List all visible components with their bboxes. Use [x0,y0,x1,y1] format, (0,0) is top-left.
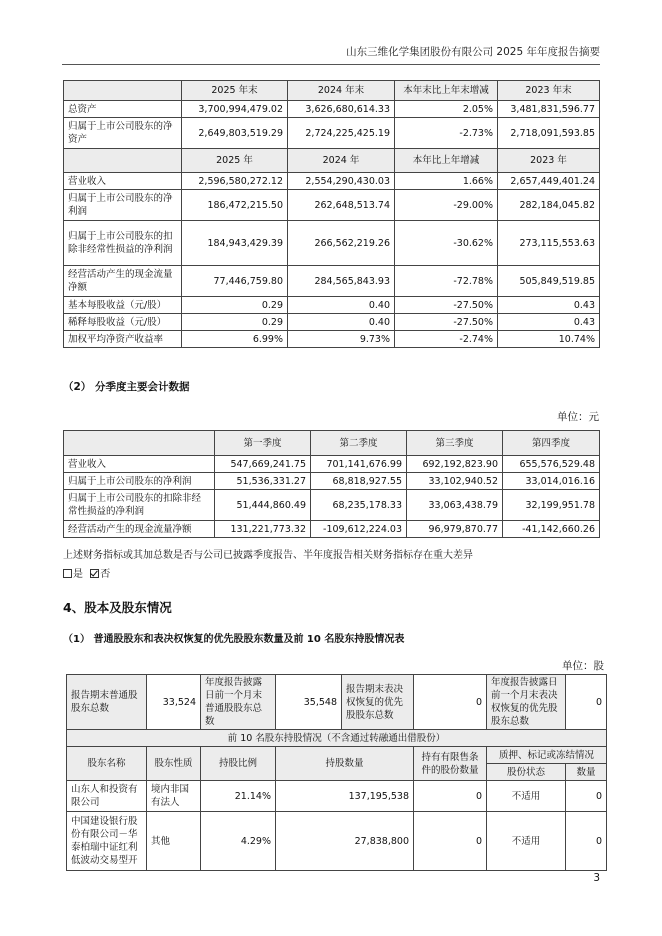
header-cell: 本年比上年增减 [395,149,498,173]
table-header-row [64,81,600,101]
header-cell: 股东名称 [67,747,147,781]
header-cell [64,431,215,456]
cell-value: 547,669,241.75 [215,456,311,473]
cell-value: 10.74% [498,331,600,348]
summary-label: 报告期末表决权恢复的优先股股东总数 [342,675,414,730]
table-row [64,521,600,538]
cell-value: 692,192,823.90 [407,456,503,473]
cell-value: 1.66% [395,173,498,190]
row-label: 归属于上市公司股东的净利润 [64,190,182,221]
row-label: 归属于上市公司股东的扣除非经常性损益的净利润 [64,221,182,266]
header-divider [62,64,600,65]
section-quarterly-title: （2） 分季度主要会计数据 [63,381,190,393]
row-label: 归属于上市公司股东的净资产 [64,118,182,149]
table-row [64,490,600,521]
row-label: 基本每股收益（元/股） [64,297,182,314]
unit-label: 单位：元 [557,411,599,423]
shareholder-nature: 其他 [147,812,201,871]
row-label: 经营活动产生的现金流量净额 [64,266,182,297]
pledge-qty: 0 [566,781,607,812]
header-cell: 本年末比上年末增减 [395,81,498,101]
cell-value: -72.78% [395,266,498,297]
cell-value: 262,648,513.74 [288,190,395,221]
header-cell: 2025 年 [182,149,288,173]
row-label: 营业收入 [64,456,215,473]
pledge-status: 不适用 [487,781,566,812]
cell-value: 2.05% [395,101,498,118]
row-label: 归属于上市公司股东的净利润 [64,473,215,490]
cell-value: 6.99% [182,331,288,348]
table-row [64,118,600,149]
summary-label: 年度报告披露日前一个月末表决权恢复的优先股股东总数 [487,675,566,730]
shareholder-name: 山东人和投资有限公司 [67,781,147,812]
header-cell: 持股比例 [201,747,276,781]
cell-value: 33,063,438.79 [407,490,503,521]
header-cell: 第三季度 [407,431,503,456]
header-cell: 第四季度 [503,431,600,456]
page-number: 3 [593,872,600,884]
table-row [64,473,600,490]
cell-value: -2.74% [395,331,498,348]
header-cell: 数量 [566,764,607,781]
cell-value: 68,818,927.55 [311,473,407,490]
cell-value: 3,626,680,614.33 [288,101,395,118]
table-row [64,101,600,118]
option-no-label: 否 [100,569,111,580]
header-cell: 2024 年末 [288,81,395,101]
header-cell: 股东性质 [147,747,201,781]
table-row [64,266,600,297]
option-yes-label: 是 [73,569,83,580]
shareholder-qty: 27,838,800 [276,812,414,871]
header-cell: 持股数量 [276,747,414,781]
shareholder-ratio: 4.29% [201,812,276,871]
cell-value: 2,554,290,430.03 [288,173,395,190]
cell-value: 2,724,225,425.19 [288,118,395,149]
cell-value: 273,115,553.63 [498,221,600,266]
shareholder-nature: 境内非国有法人 [147,781,201,812]
table-row [64,221,600,266]
header-cell: 第二季度 [311,431,407,456]
header-cell: 股份状态 [487,764,566,781]
cell-value: -41,142,660.26 [503,521,600,538]
summary-value: 0 [566,675,607,730]
header-cell: 第一季度 [215,431,311,456]
shareholder-restricted: 0 [414,781,487,812]
cell-value: 68,235,178.33 [311,490,407,521]
shareholder-ratio: 21.14% [201,781,276,812]
section-shareholders-title: （1） 普通股股东和表决权恢复的优先股股东数量及前 10 名股东持股情况表 [63,634,405,645]
cell-value: -2.73% [395,118,498,149]
table-row [67,812,607,871]
summary-label: 报告期末普通股股东总数 [67,675,147,730]
row-label: 营业收入 [64,173,182,190]
table-header-row [64,149,600,173]
row-label: 稀释每股收益（元/股） [64,314,182,331]
table-row [64,190,600,221]
top10-title: 前 10 名股东持股情况（不含通过转融通出借股份） [67,730,607,747]
cell-value: 51,444,860.49 [215,490,311,521]
top10-title-row [67,730,607,747]
cell-value: 0.29 [182,297,288,314]
cell-value: 9.73% [288,331,395,348]
header-cell: 2024 年 [288,149,395,173]
cell-value: 131,221,773.32 [215,521,311,538]
row-label: 归属于上市公司股东的扣除非经常性损益的净利润 [64,490,215,521]
cell-value: -109,612,224.03 [311,521,407,538]
table-row [64,314,600,331]
discrepancy-options [63,565,110,580]
header-cell: 2023 年末 [498,81,600,101]
header-cell: 质押、标记或冻结情况 [487,747,607,764]
cell-value: 186,472,215.50 [182,190,288,221]
cell-value: 505,849,519.85 [498,266,600,297]
cell-value: 2,649,803,519.29 [182,118,288,149]
table-row [64,331,600,348]
cell-value: 3,700,994,479.02 [182,101,288,118]
row-label: 经营活动产生的现金流量净额 [64,521,215,538]
cell-value: 2,657,449,401.24 [498,173,600,190]
checkbox-yes[interactable] [63,569,72,578]
cell-value: 655,576,529.48 [503,456,600,473]
cell-value: 32,199,951.78 [503,490,600,521]
cell-value: 184,943,429.39 [182,221,288,266]
table-row [64,297,600,314]
cell-value: 96,979,870.77 [407,521,503,538]
unit-label: 单位：股 [562,660,604,672]
header-cell: 2025 年末 [182,81,288,101]
cell-value: 0.40 [288,314,395,331]
shareholder-name: 中国建设银行股份有限公司－华泰柏瑞中证红利低波动交易型开 [67,812,147,871]
quarterly-data-table [63,430,600,538]
header-cell [64,149,182,173]
table-header-row [67,747,607,764]
cell-value: 3,481,831,596.77 [498,101,600,118]
shareholder-summary-row [67,675,607,730]
shareholder-qty: 137,195,538 [276,781,414,812]
table-header-row [64,431,600,456]
cell-value: 284,565,843.93 [288,266,395,297]
pledge-qty: 0 [566,812,607,871]
cell-value: 51,536,331.27 [215,473,311,490]
cell-value: -29.00% [395,190,498,221]
summary-value: 33,524 [147,675,201,730]
pledge-status: 不适用 [487,812,566,871]
summary-value: 35,548 [276,675,342,730]
row-label: 加权平均净资产收益率 [64,331,182,348]
discrepancy-note: 上述财务指标或其加总数是否与公司已披露季度报告、半年度报告相关财务指标存在重大差异 [63,550,473,561]
table-row [64,456,600,473]
row-label: 总资产 [64,101,182,118]
cell-value: 77,446,759.80 [182,266,288,297]
cell-value: 0.40 [288,297,395,314]
summary-value: 0 [414,675,487,730]
table-row [64,173,600,190]
cell-value: -27.50% [395,297,498,314]
cell-value: 266,562,219.26 [288,221,395,266]
shareholders-table [66,674,607,871]
cell-value: 33,102,940.52 [407,473,503,490]
cell-value: 0.43 [498,297,600,314]
section-share-capital-title: 4、股本及股东情况 [63,600,172,615]
cell-value: -30.62% [395,221,498,266]
shareholder-restricted: 0 [414,812,487,871]
summary-label: 年度报告披露日前一个月末普通股股东总数 [201,675,276,730]
header-cell [64,81,182,101]
cell-value: 2,718,091,593.85 [498,118,600,149]
cell-value: 2,596,580,272.12 [182,173,288,190]
cell-value: 701,141,676.99 [311,456,407,473]
checkbox-no[interactable] [90,569,99,578]
cell-value: 0.29 [182,314,288,331]
main-accounting-data-table [63,80,600,348]
cell-value: 0.43 [498,314,600,331]
header-cell: 2023 年 [498,149,600,173]
report-header-title: 山东三维化学集团股份有限公司 2025 年年度报告摘要 [346,46,600,58]
cell-value: 33,014,016.16 [503,473,600,490]
cell-value: 282,184,045.82 [498,190,600,221]
cell-value: -27.50% [395,314,498,331]
table-row [67,781,607,812]
header-cell: 持有有限售条件的股份数量 [414,747,487,781]
